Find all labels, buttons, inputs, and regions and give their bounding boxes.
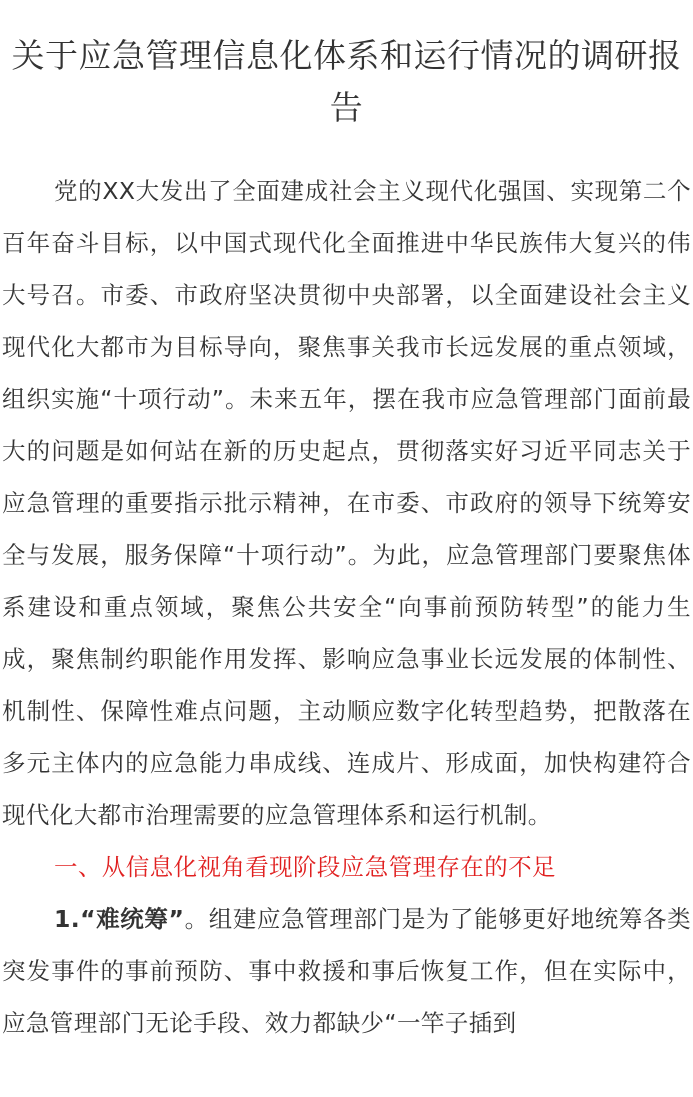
section-heading: 一、从信息化视角看现阶段应急管理存在的不足 (54, 853, 556, 881)
subsection-paragraph (0, 893, 693, 1049)
document-title: 关于应急管理信息化体系和运行情况的调研报告 (11, 36, 682, 127)
intro-paragraph: 党的XX大发出了全面建成社会主义现代化强国、实现第二个百年奋斗目标，以中国式现代化全面推进中华民族伟大复兴的伟大号召。市委、市政府坚决贯彻中央部署，以全面建设社会主义现代化大都市为目标导向，聚焦事关我市长远发展的重点领域，组织实施“十项行动”。未来五年，摆在我市应急管理部门面前最大的问题是如何站在新的历史起点，贯彻落实好习近平同志关于应急管理的重要指示批示精神，在市委、市政府的领导下统筹安全与发展，服务保障“十项行动”。为此，应急管理部门要聚焦体系建设和重点领域，聚焦公共安全“向事前预防转型”的能力生成，聚焦制约职能作用发挥、影响应急事业长远发展的体制性、机制性、保障性难点问题，主动顺应数字化转型趋势，把散落在多元主体内的应急能力串成线、连成片、形成面，加快构建符合现代化大都市治理需要的应急管理体系和运行机制。 (2, 177, 691, 829)
subsection-text: 。组建应急管理部门是为了能够更好地统筹各类突发事件的事前预防、事中救援和事后恢复工作，但在实际中，应急管理部门无论手段、效力都缺少“一竿子插到 (2, 905, 691, 1037)
subsection-title: 1.“难统筹” (54, 905, 185, 933)
